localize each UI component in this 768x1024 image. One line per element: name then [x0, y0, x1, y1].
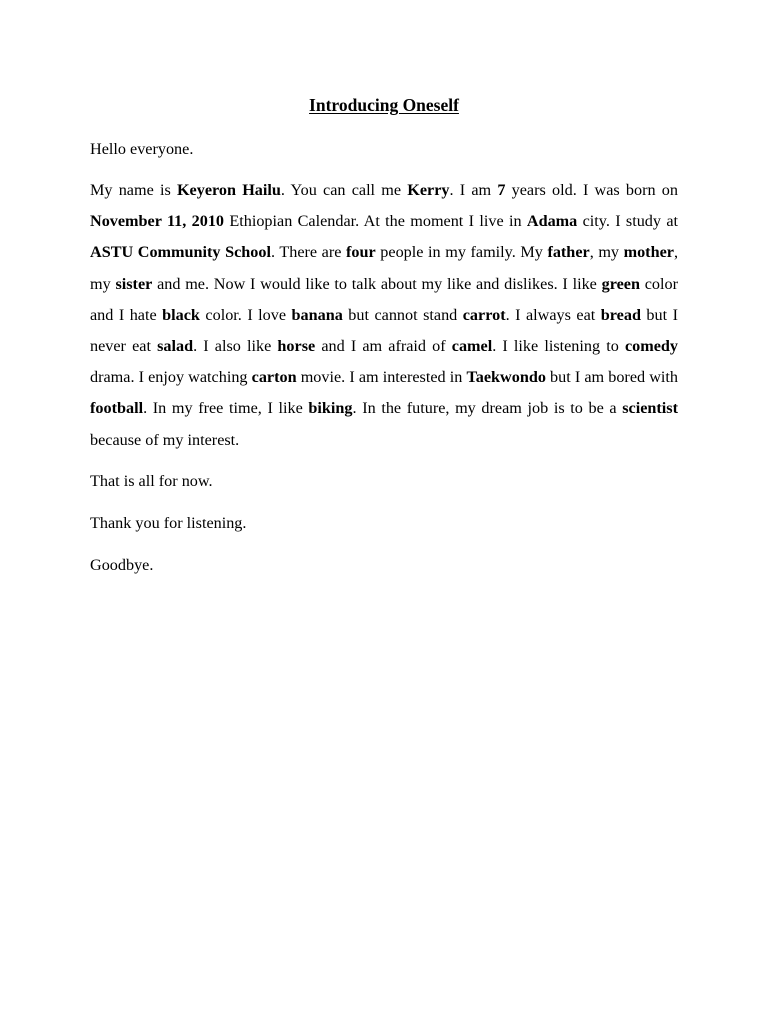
text-run: drama. I enjoy watching	[90, 368, 252, 387]
bold-text-run: green	[601, 274, 640, 293]
bold-text-run: father	[547, 243, 590, 262]
bold-text-run: black	[162, 305, 200, 324]
text-run: . In the future, my dream job is to be a	[352, 399, 623, 418]
text-run: and I am afraid of	[315, 337, 452, 356]
bold-text-run: Adama	[526, 212, 578, 231]
goodbye-paragraph: Goodbye.	[90, 556, 154, 574]
text-run: people in my family. My	[375, 243, 548, 262]
bold-text-run: carton	[251, 368, 297, 387]
text-run: but cannot stand	[342, 305, 463, 324]
text-run: , my	[90, 243, 678, 293]
text-run: . I like listening to	[492, 337, 625, 356]
bold-text-run: November 11, 2010	[90, 212, 225, 231]
bold-text-run: Kerry	[407, 181, 450, 199]
text-run: but I never eat	[90, 305, 678, 356]
bold-text-run: Taekwondo	[466, 368, 546, 387]
bold-text-run: carrot	[462, 305, 506, 324]
text-run: . There are	[270, 243, 347, 262]
bold-text-run: mother	[623, 243, 674, 262]
closing-paragraph: That is all for now.	[90, 472, 213, 490]
document-title: Introducing Oneself	[309, 95, 459, 115]
text-run: . I am	[449, 181, 498, 199]
bold-text-run: 7	[497, 181, 506, 199]
text-run: My name is	[90, 181, 177, 199]
bold-text-run: scientist	[622, 399, 678, 418]
bold-text-run: ASTU Community School	[90, 243, 271, 262]
bold-text-run: salad	[157, 337, 194, 356]
text-run: years old. I was born on	[505, 181, 678, 199]
bold-text-run: comedy	[624, 337, 678, 356]
text-run: because of my interest.	[90, 430, 240, 449]
body-paragraph	[90, 175, 678, 456]
bold-text-run: bread	[600, 305, 641, 324]
bold-text-run: four	[346, 243, 376, 262]
text-run: , my	[589, 243, 624, 262]
text-run: but I am bored with	[545, 368, 678, 387]
bold-text-run: banana	[291, 305, 343, 324]
bold-text-run: Keyeron Hailu	[176, 181, 281, 199]
greeting-paragraph: Hello everyone.	[90, 140, 194, 158]
text-run: movie. I am interested in	[296, 368, 467, 387]
text-run: color and I hate	[90, 274, 679, 324]
text-run: Ethiopian Calendar. At the moment I live in	[224, 212, 527, 231]
bold-text-run: horse	[277, 337, 316, 356]
text-run: and me. Now I would like to talk about my like and dislikes. I like	[152, 274, 602, 293]
bold-text-run: football	[90, 399, 144, 418]
thanks-paragraph: Thank you for listening.	[90, 514, 247, 532]
text-run: . In my free time, I like	[143, 399, 309, 418]
text-run: color. I love	[199, 305, 292, 324]
text-run: city. I study at	[577, 212, 679, 231]
bold-text-run: sister	[115, 274, 153, 293]
text-run: . You can call me	[280, 181, 408, 199]
text-run: . I always eat	[505, 305, 601, 324]
bold-text-run: camel	[451, 337, 493, 356]
bold-text-run: biking	[308, 399, 353, 418]
text-run: . I also like	[193, 337, 278, 356]
